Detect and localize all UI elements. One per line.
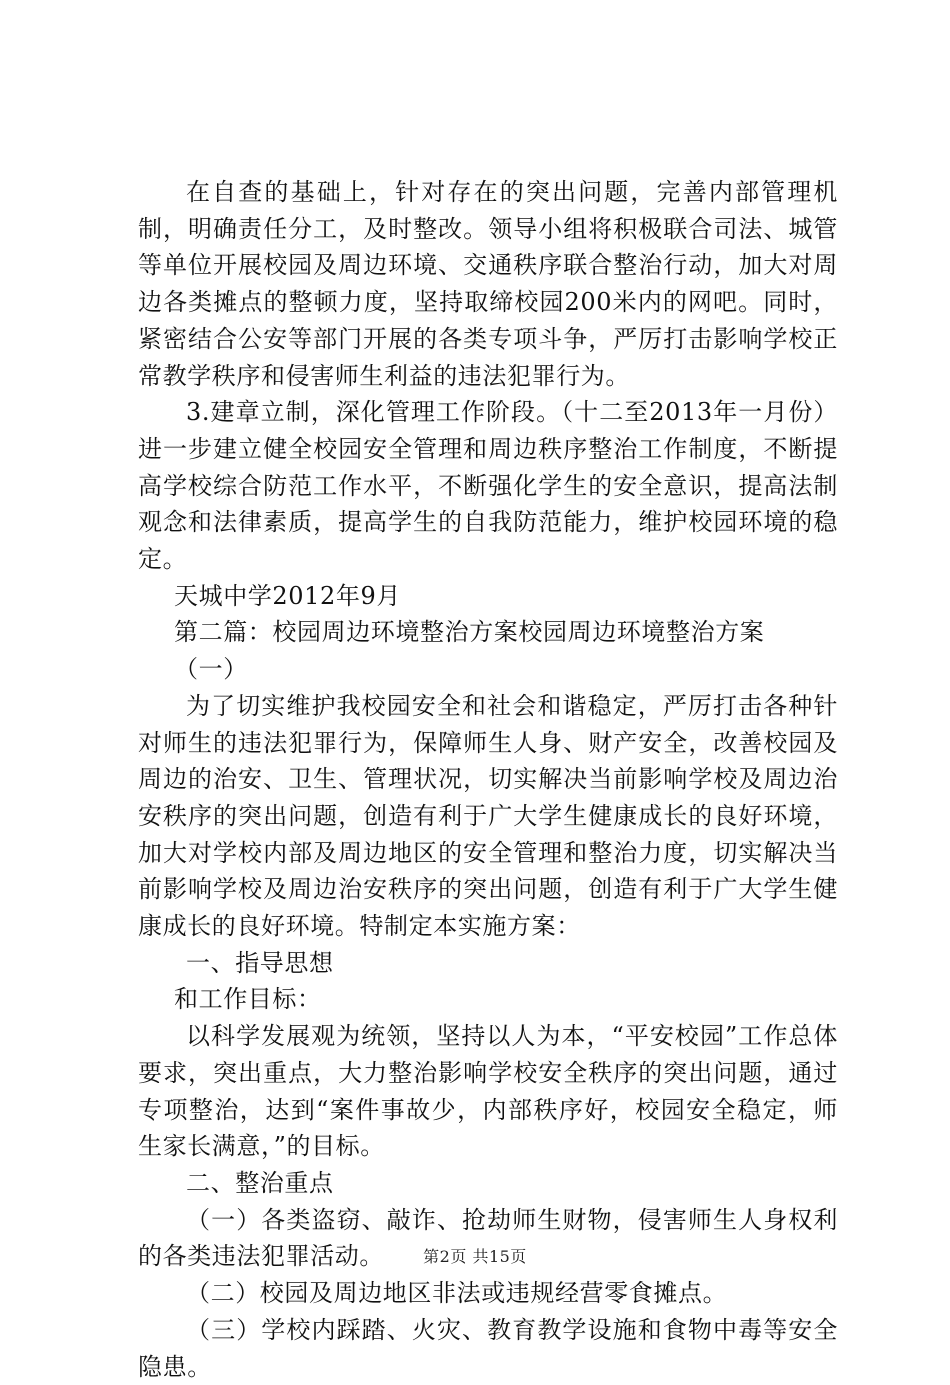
- list-item-key-point-2: （二）校园及周边地区非法或违规经营零食摊点。: [186, 1279, 728, 1308]
- section-title-part-two: 第二篇：校园周边环境整治方案校园周边环境整治方案: [174, 618, 765, 647]
- paragraph-goals: 以科学发展观为统领，坚持以人为本，“平安校园”工作总体要求，突出重点，大力整治影响学校安全秩序的突出问题，通过专项整治，达到“案件事故少，内部秩序好，校园安全稳定，师生家长满意，”的目标。: [138, 1022, 838, 1161]
- paragraph-purpose: 为了切实维护我校园安全和社会和谐稳定，严厉打击各种针对师生的违法犯罪行为，保障师生人身、财产安全，改善校园及周边的治安、卫生、管理状况，切实解决当前影响学校及周边治安秩序的突出问题，创造有利于广大学生健康成长的良好环境，加大对学校内部及周边地区的安全管理和整治力度，切实解决当前影响学校及周边治安秩序的突出问题，创造有利于广大学生健康成长的良好环境。特制定本实施方案：: [138, 691, 838, 941]
- paragraph-stage-three: 3.建章立制，深化管理工作阶段。（十二至2013年一月份）进一步建立健全校园安全管理和周边秩序整治工作制度，不断提高学校综合防范工作水平，不断强化学生的安全意识，提高法制观念和法律素质，提高学生的自我防范能力，维护校园环境的稳定。: [138, 398, 838, 574]
- document-body: [138, 174, 838, 1385]
- list-item-key-point-3: （三）学校内踩踏、火灾、教育教学设施和食物中毒等安全隐患。: [138, 1315, 838, 1381]
- paragraph-rectification: 在自查的基础上，针对存在的突出问题，完善内部管理机制，明确责任分工，及时整改。领导小组将积极联合司法、城管等单位开展校园及周边环境、交通秩序联合整治行动，加大对周边各类摊点的整顿力度，坚持取缔校园200米内的网吧。同时，紧密结合公安等部门开展的各类专项斗争，严厉打击影响学校正常教学秩序和侵害师生利益的违法犯罪行为。: [138, 178, 838, 390]
- heading-work-goals: 和工作目标：: [174, 985, 322, 1014]
- page-number-footer: 第2页 共15页: [423, 1247, 527, 1266]
- heading-guiding-ideology: 一、指导思想: [186, 948, 334, 977]
- section-subtitle: （一）: [174, 655, 248, 684]
- list-item-key-point-1: （一）各类盗窃、敲诈、抢劫师生财物，侵害师生人身权利的各类违法犯罪活动。: [138, 1205, 838, 1271]
- heading-key-points: 二、整治重点: [186, 1168, 334, 1197]
- paragraph-signature: 天城中学2012年9月: [174, 581, 401, 610]
